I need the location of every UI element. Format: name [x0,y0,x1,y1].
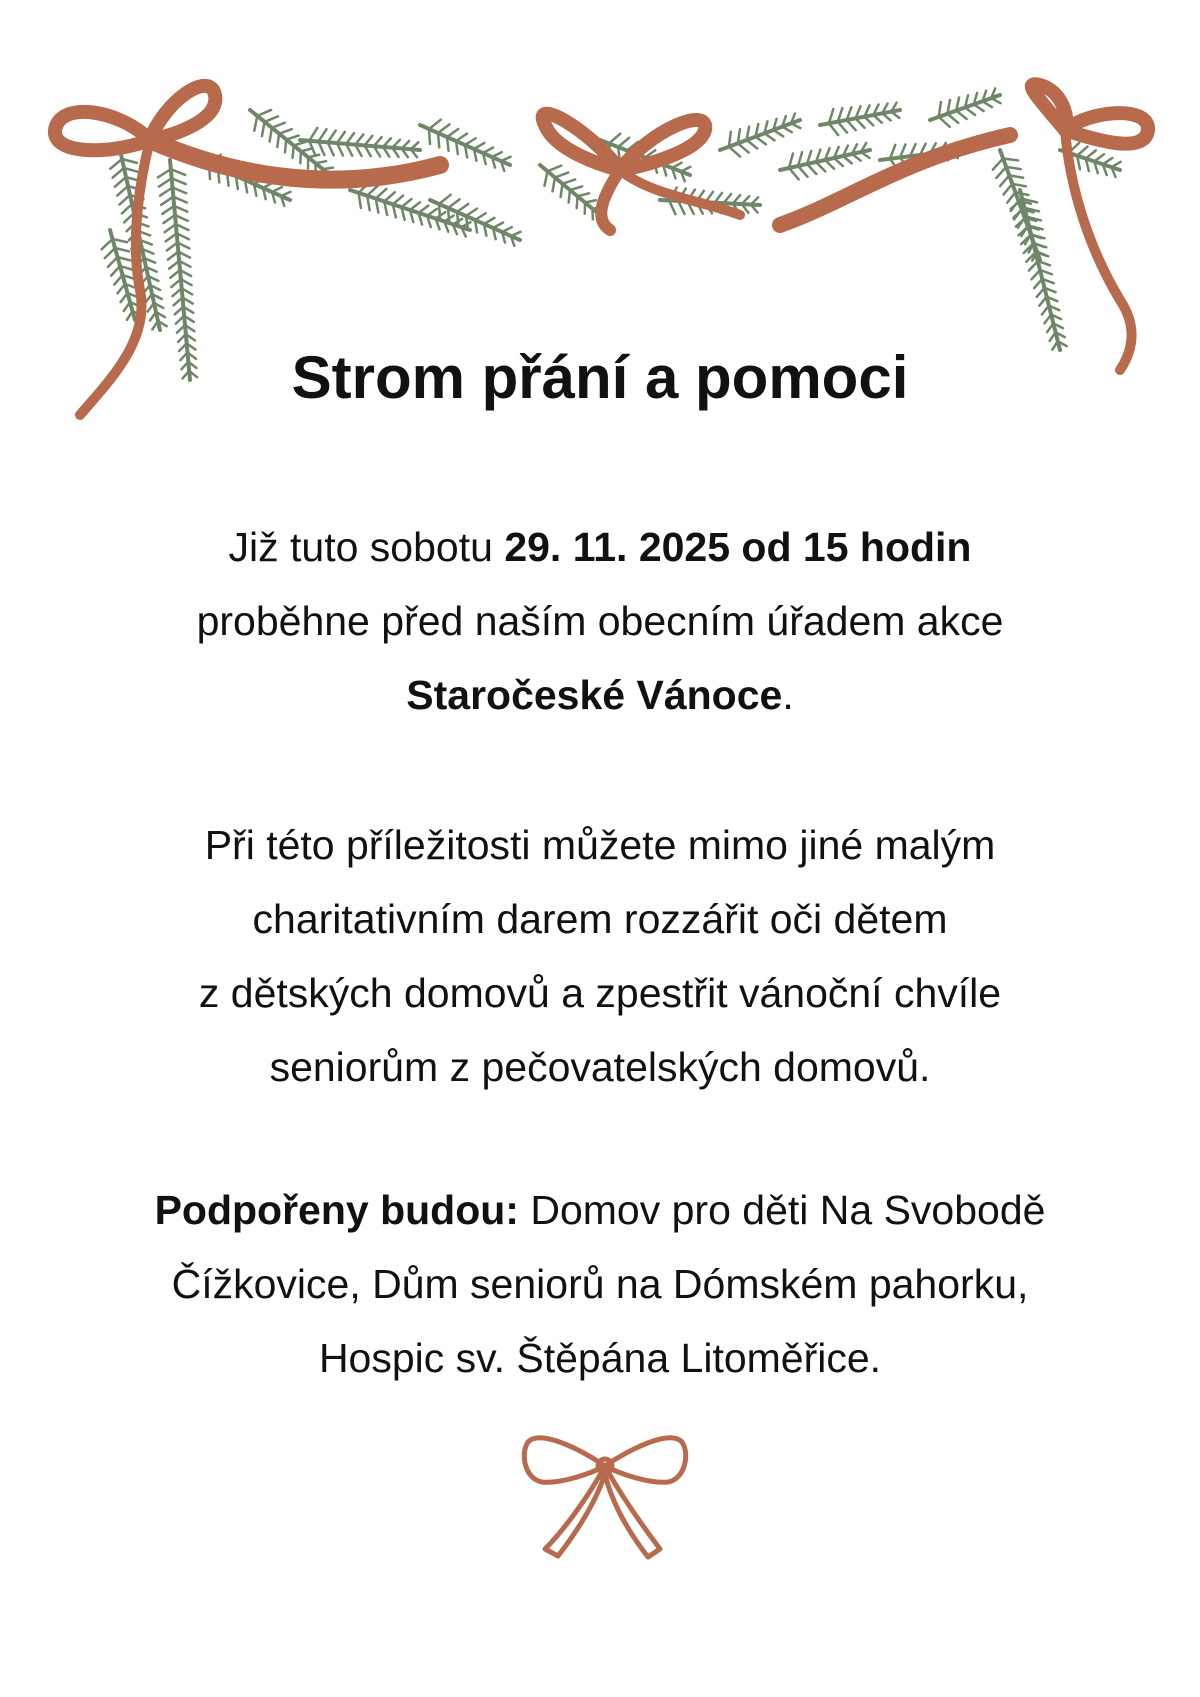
pine-needle [466,209,477,216]
beneficiaries-label: Podpořeny budou: [154,1187,519,1233]
pine-needle [847,120,856,130]
announcement-intro: Již tuto sobotu [228,524,505,570]
pine-needle [162,206,174,214]
pine-needle [285,140,286,153]
pine-needle [427,209,437,216]
pine-needle [681,167,690,172]
pine-needle [301,148,312,151]
pine-needle [294,142,306,145]
pine-needle [672,163,682,168]
pine-needle [843,156,852,163]
pine-needle [738,143,749,152]
pine-needle [277,134,279,147]
pine-needle [281,192,291,196]
pine-needle [165,224,176,232]
pine-needle [1103,158,1112,164]
beneficiaries-line-3: Hospic sv. Štěpána Litoměřice. [318,1335,882,1381]
pine-needle [1086,150,1096,158]
pine-needle [493,223,503,228]
pine-needle [764,133,774,140]
pine-needle [265,116,278,121]
pine-needle [456,134,467,141]
pine-needle [279,129,292,133]
right-bow-tail [1065,130,1132,370]
pine-needle [474,143,484,149]
pine-needle [825,160,834,169]
pine-needle [569,190,570,203]
pine-needle [1037,288,1045,297]
charity-line-2: charitativním darem rozzářit oči dětem [252,896,948,942]
beneficiaries [60,1173,1140,1395]
pine-needle [1032,270,1040,279]
pine-needle [447,137,449,151]
left-bow-loop [55,112,150,150]
pine-needle [419,206,429,213]
event-name-period: . [782,672,794,718]
pine-needle [115,177,126,187]
charity-description [60,808,1140,1104]
pine-needle [160,188,172,196]
pine-needle [114,275,122,285]
pine-needle [1042,306,1049,315]
announcement-line-3 [60,658,1140,732]
pine-needle [1007,192,1015,202]
pine-needle [328,131,336,143]
event-date-time: 29. 11. 2025 od 15 hodin [504,524,972,570]
pine-needle [618,138,629,147]
pine-needle [309,128,317,141]
pine-needle [448,199,460,208]
pine-needle [1045,314,1052,323]
pine-needle [544,171,547,186]
pine-needle [108,257,118,267]
pine-needle [773,130,783,136]
pine-needle [293,145,294,157]
pine-needle [120,195,130,204]
pine-needle [993,158,1003,169]
pine-needle [105,248,115,258]
pine-needle [384,192,394,201]
pine-needle [798,166,808,177]
pine-needle [782,127,792,133]
pine-needle [110,159,122,169]
pine-needle [561,184,563,197]
charity-line-4: seniorům z pečovatelských domovů. [269,1044,931,1090]
pine-needle [122,204,132,213]
pine-needle [286,136,298,140]
pine-needle [124,302,130,311]
pine-needle [113,168,124,178]
pine-needle [974,104,984,111]
pine-needle [1039,297,1046,306]
center-bow-tail-left [601,170,620,230]
pine-needle [807,164,816,174]
pine-needle [318,129,326,141]
pine-needle [991,98,1000,103]
pine-needle [729,147,740,157]
pine-needle [585,200,596,202]
pine-needle [511,232,521,236]
pine-needle [996,167,1006,178]
pine-needle [117,186,128,196]
pine-needle [457,204,468,212]
pine-needle [548,166,562,172]
pine-needle [578,193,590,196]
pine-needle [429,129,430,144]
pine-needle [102,239,113,249]
beneficiaries-line-1 [60,1173,1140,1247]
pine-needle [337,132,345,143]
pine-needle [257,110,271,116]
pine-needle [448,208,449,222]
pine-needle [438,133,439,147]
pine-needle [816,162,825,171]
pine-needle [272,123,285,128]
pine-needle [791,123,800,128]
pine-needle [447,129,458,137]
pine-needle [956,111,966,119]
ribbon-bow-icon [520,1424,690,1564]
pine-needle [553,178,555,192]
pine-needle [159,178,172,186]
pine-needle [1004,184,1013,195]
pine-needle [323,168,333,170]
pine-needle [563,179,576,183]
pine-needle [838,122,847,133]
pine-needle [1034,279,1042,288]
event-announcement [60,510,1140,732]
pine-needle [555,173,568,178]
pine-needle [983,101,993,107]
pine-needle [300,151,301,163]
pine-needle [829,123,838,135]
pine-needle [1029,261,1038,270]
beneficiaries-line-2: Čížkovice, Dům seniorů na Dómském pahorku, [171,1261,1029,1307]
pine-needle [570,186,582,190]
pine-needle [492,152,502,157]
pine-needle [158,169,171,177]
pine-needle [262,122,265,136]
pine-needle [438,124,450,133]
pine-needle [272,187,282,192]
pine-needle [483,148,493,153]
pine-needle [111,266,120,276]
pine-needle [254,116,257,131]
charity-line-1: Při této příležitosti můžete mimo jiné malým [204,822,996,868]
pine-needle [376,189,387,199]
pine-needle [756,137,766,145]
right-bow-loop [1032,84,1066,130]
pine-needle [439,204,440,219]
pine-needle [484,218,494,224]
announcement-line-1 [60,510,1140,584]
page-title: Strom přání a pomoci [291,344,909,411]
pine-needle [117,284,125,293]
pine-needle [609,134,620,144]
pine-needle [121,293,128,302]
pine-needle [789,168,799,179]
pine-needle [410,202,420,210]
pine-needle [401,199,411,207]
pine-needle [457,212,459,226]
pine-needle [429,120,441,129]
pine-needle [270,128,272,142]
pine-needle [834,158,843,166]
pine-needle [393,196,403,205]
charity-line-3: z dětských domovů a zpestřit vánoční chvíle [198,970,1002,1016]
pine-needle [939,117,950,127]
pine-needle [163,215,175,223]
pine-needle [1000,175,1009,186]
pine-needle [948,114,959,123]
pine-needle [367,186,378,196]
pine-needle [502,227,512,232]
pine-sprig-stem [720,120,800,150]
pine-needle [864,117,873,126]
pine-needle [475,213,486,220]
pine-needle [501,157,511,161]
announcement-location: proběhne před naším obecním úřadem akce [196,598,1004,644]
pine-needle [1077,147,1087,156]
beneficiary-1: Domov pro děti Na Svobodě [518,1187,1046,1233]
pine-needle [465,138,476,145]
pine-needle [439,195,451,204]
pine-needle [965,108,975,116]
left-bow-loop-2 [150,86,215,140]
pine-needle [166,233,177,241]
pine-needle [1094,154,1104,161]
event-name: Staročeské Vánoce [406,672,783,718]
pine-needle [747,140,758,148]
pine-needle [161,197,173,205]
pine-needle [315,161,326,163]
pine-needle [577,196,578,208]
right-bow-loop-2 [1065,113,1148,144]
pine-needle [308,155,319,158]
pine-needle [1111,162,1120,167]
pine-needle [856,118,865,127]
